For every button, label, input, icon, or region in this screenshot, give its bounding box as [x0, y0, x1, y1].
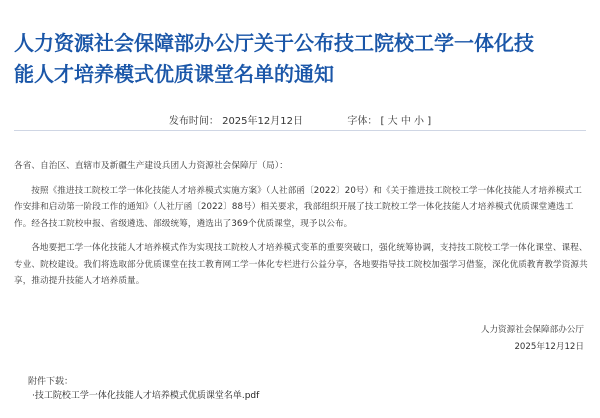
font-bracket-open: [	[380, 116, 385, 127]
page-title	[14, 28, 586, 90]
attachment-label: 附件下载：	[28, 377, 74, 387]
publish-date: 2025年12月12日	[222, 116, 303, 127]
font-size-label: 字体：	[347, 116, 378, 127]
title-line-1: 人力资源社会保障部办公厅关于公布技工院校工学一体化技	[14, 31, 534, 55]
font-medium-button[interactable]: 中	[400, 116, 411, 127]
signature-org: 人力资源社会保障部办公厅	[480, 325, 584, 335]
salutation: 各省、自治区、直辖市及新疆生产建设兵团人力资源社会保障厅（局）：	[14, 161, 288, 171]
font-small-button[interactable]: 小	[414, 116, 425, 127]
font-large-button[interactable]: 大	[387, 116, 398, 127]
font-bracket-close: ]	[427, 116, 432, 127]
paragraph-2: 各地要把工学一体化技能人才培养模式作为实现技工院校人才培养模式变革的重要突破口，强化统筹协调，支持技工院校工学一体化课堂、课程、专业、院校建设。我们将选取部分优质课堂在技工教育网工学一体化专栏进行公益分享，各地要指导技工院校加强学习借鉴，深化优质教育教学资源共享，推动提升技能人才培养质量。	[14, 243, 588, 286]
paragraph-1: 按照《推进技工院校工学一体化技能人才培养模式实施方案》（人社部函〔2022〕20号）和《关于推进技工院校工学一体化技能人才培养模式工作安排和启动第一阶段工作的通知》（人社厅函〔2022〕88号）相关要求，我部组织开展了技工院校工学一体化技能人才培养模式优质课堂遴选工作。经各技工院校申报、省级遴选、部级统筹，遴选出了369个优质课堂，现予以公布。	[14, 185, 582, 229]
title-line-2: 能人才培养模式优质课堂名单的通知	[14, 62, 334, 86]
article-body	[14, 158, 589, 290]
signature-date: 2025年12月12日	[514, 341, 584, 352]
font-size-control	[347, 116, 431, 127]
title-divider	[14, 130, 586, 131]
publish-label: 发布时间：	[168, 116, 219, 127]
article-meta	[0, 112, 600, 127]
attachment-link[interactable]: ·技工院校工学一体化技能人才培养模式优质课堂名单.pdf	[32, 391, 260, 401]
signature-block	[434, 322, 584, 355]
